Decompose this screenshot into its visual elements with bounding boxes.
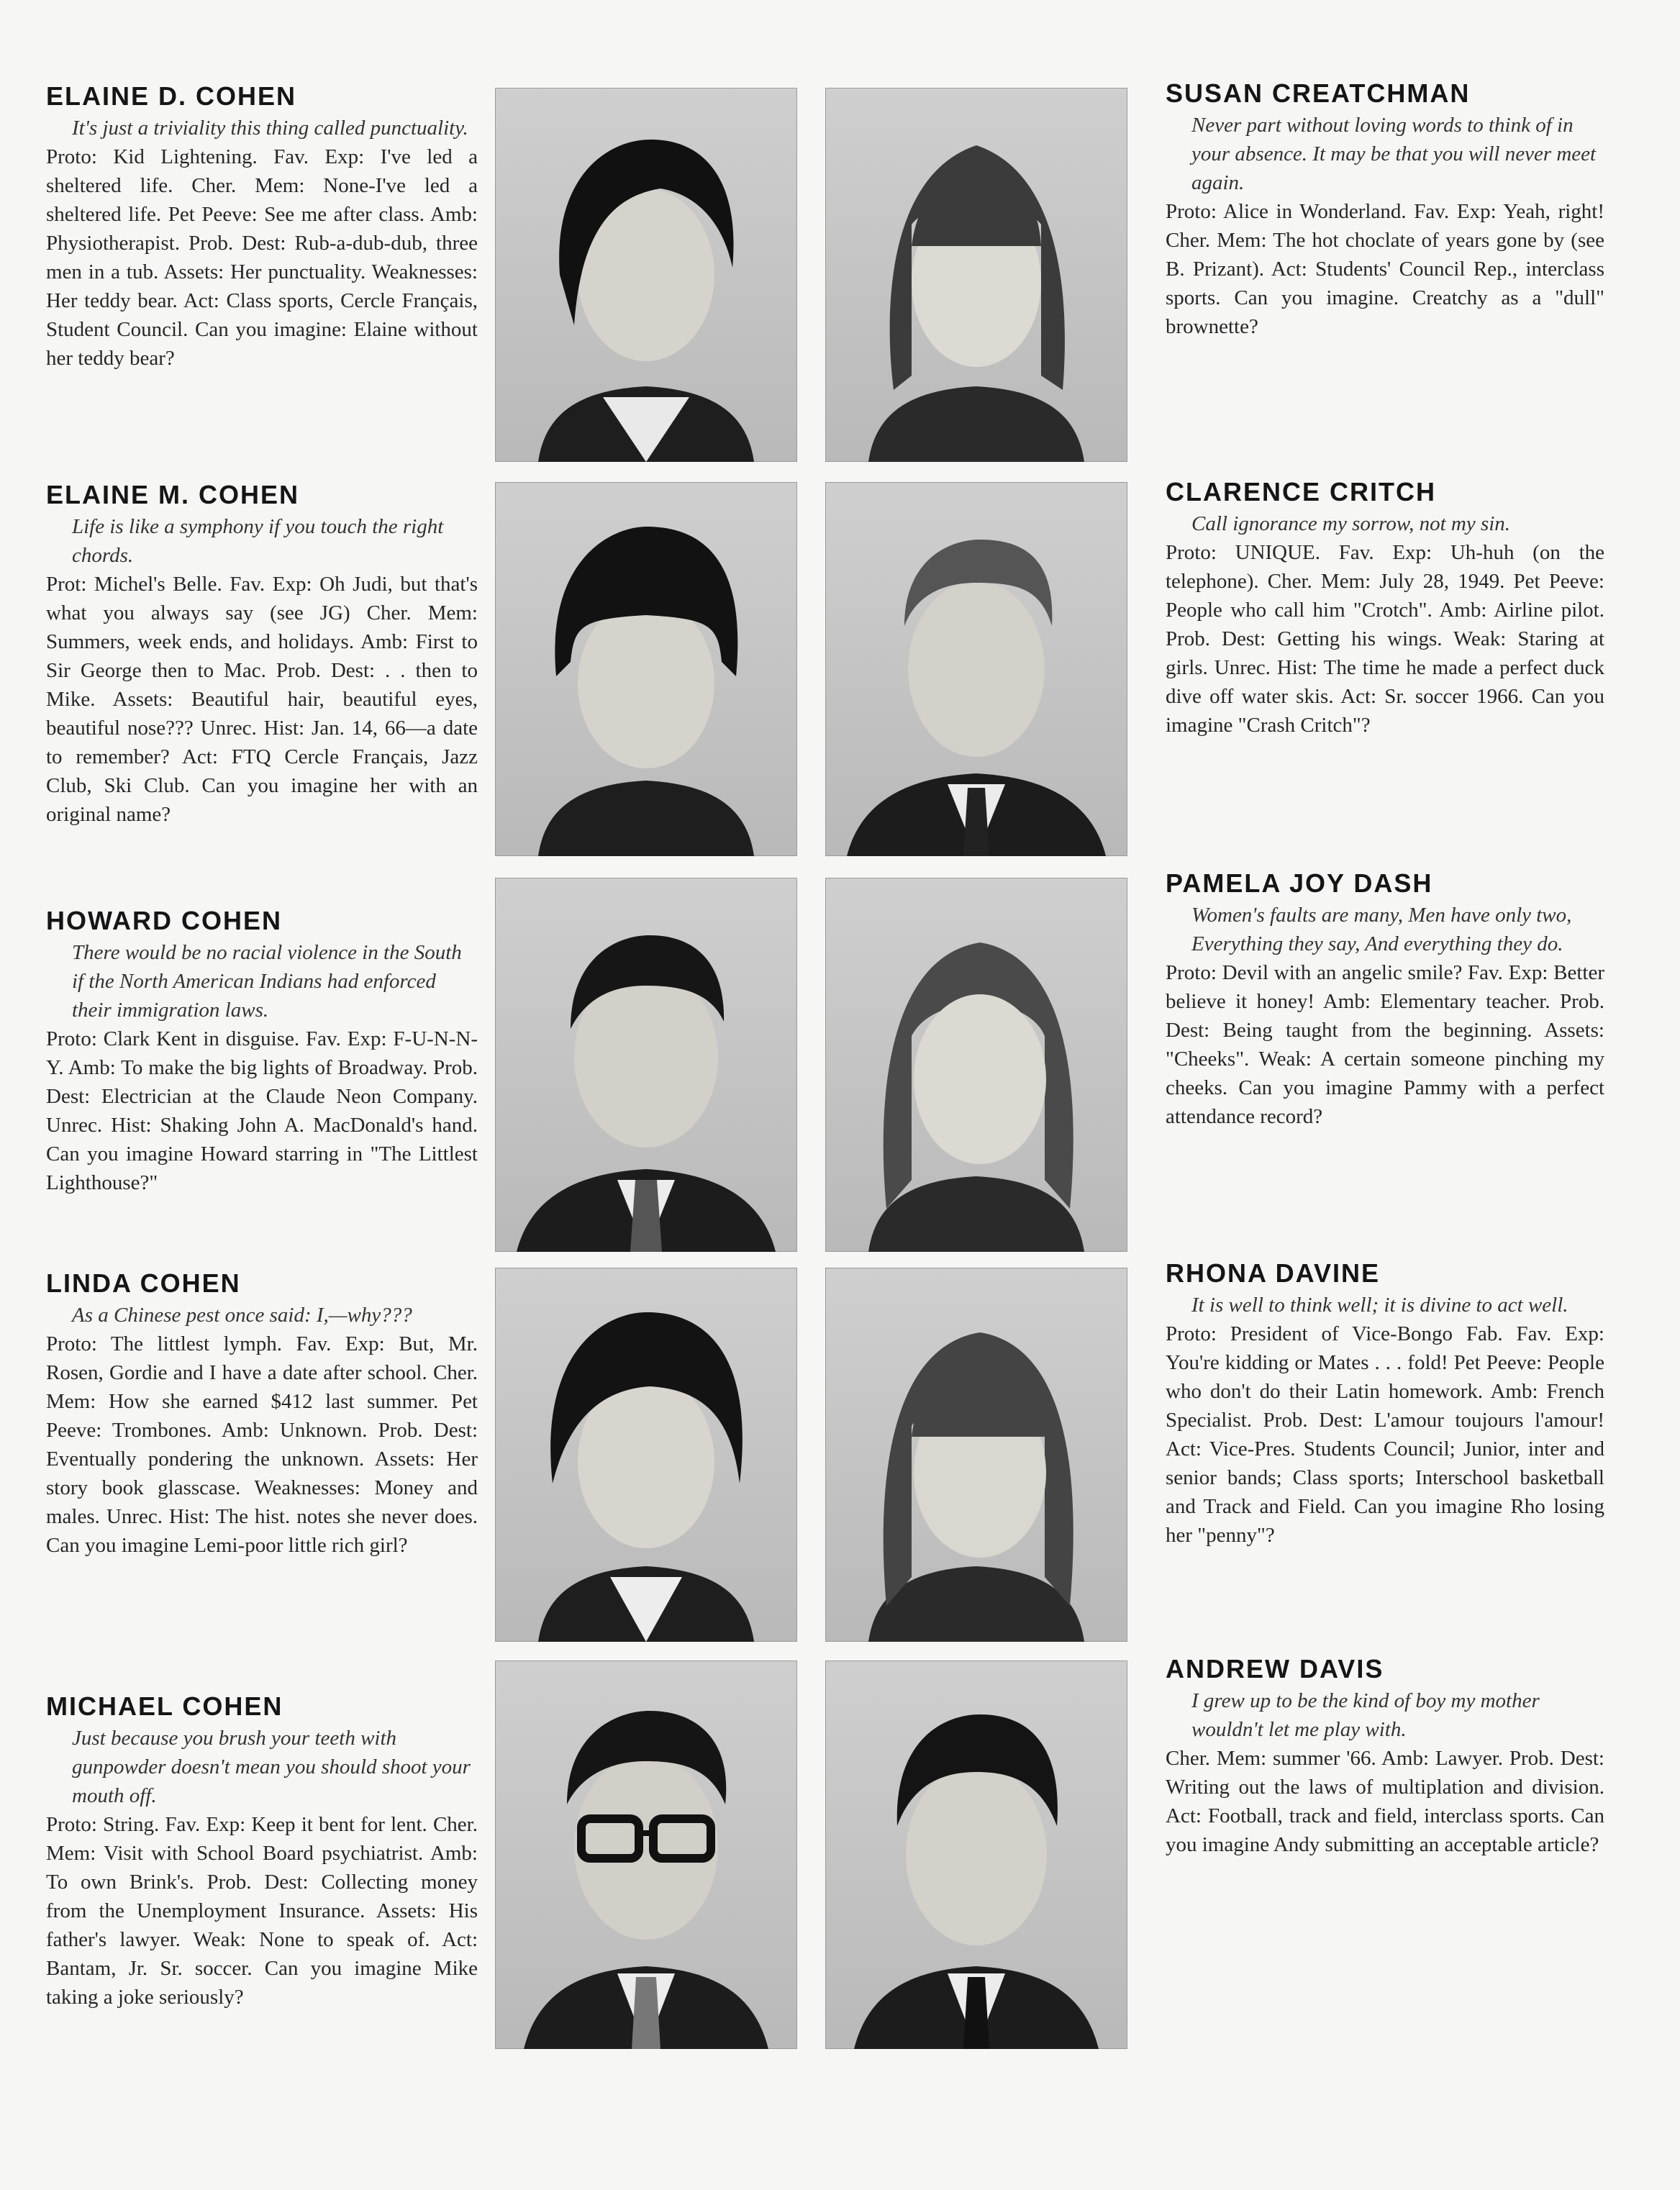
portrait-photo [495,878,797,1252]
student-quote: It is well to think well; it is divine to act well. [1191,1294,1568,1317]
student-quote: There would be no racial violence in the South if the North American Indians had enforced their immigration laws. [72,941,462,1022]
student-quote: I grew up to be the kind of boy my mother wouldn't let me play with. [1191,1689,1540,1741]
student-name: RHONA DAVINE [1166,1258,1381,1288]
student-name: CLARENCE CRITCH [1166,477,1436,506]
student-entry-linda-cohen [46,1268,478,1560]
portrait-photo [495,1268,797,1642]
portrait-photo [825,1660,1127,2049]
student-name: LINDA COHEN [46,1268,241,1298]
student-quote: Women's faults are many, Men have only two, Everything they say, And everything they do. [1191,904,1572,955]
student-bio: Proto: Alice in Wonderland. Fav. Exp: Yeah, right! Cher. Mem: The hot choclate of years gone by (see B. Prizant). Act: Students' Council Rep., interclass sports. Can you imagine. Creatchy as a "dull" brownette? [1166,200,1604,338]
student-entry-susan-creatchman [1166,78,1604,341]
portrait-photo [825,88,1127,462]
student-quote: It's just a triviality this thing called punctuality. [72,117,468,140]
portrait-photo [495,482,797,856]
student-bio: Prot: Michel's Belle. Fav. Exp: Oh Judi, but that's what you always say (see JG) Cher. Mem: Summers, week ends, and holidays. Amb: First to Sir George then to Mac. Prob. Dest: . . then to Mike. Assets: Beautiful hair, beautiful eyes, beautiful nose??? Unrec. Hist: Jan. 14, 66—a date to remember? Act: FTQ Cercle Français, Jazz Club, Ski Club. Can you imagine her with an original name? [46,573,478,826]
student-bio: Proto: Kid Lightening. Fav. Exp: I've led a sheltered life. Cher. Mem: None-I've led a sheltered life. Pet Peeve: See me after class. Amb: Physiotherapist. Prob. Dest: Rub-a-dub-dub, three men in a tub. Assets: Her punctuality. Weaknesses: Her teddy bear. Act: Class sports, Cercle Français, Student Council. Can you imagine: Elaine without her teddy bear? [46,145,478,370]
student-name: ELAINE D. COHEN [46,81,297,111]
student-name: HOWARD COHEN [46,906,282,935]
portrait-photo [495,1660,797,2049]
student-name: PAMELA JOY DASH [1166,868,1433,898]
student-bio: Proto: Clark Kent in disguise. Fav. Exp: F-U-N-N-Y. Amb: To make the big lights of Broadway. Prob. Dest: Electrician at the Claude Neon Company. Unrec. Hist: Shaking John A. MacDonald's hand. Can you imagine Howard starring in "The Littlest Lighthouse?" [46,1027,478,1194]
student-entry-elaine-m-cohen [46,479,478,829]
student-quote: As a Chinese pest once said: I,—why??? [72,1304,412,1327]
student-bio: Proto: UNIQUE. Fav. Exp: Uh-huh (on the telephone). Cher. Mem: July 28, 1949. Pet Peeve: People who call him "Crotch". Amb: Airline pilot. Prob. Dest: Getting his wings. Weak: Staring at girls. Unrec. Hist: The time he made a perfect duck dive off water skis. Act: Sr. soccer 1966. Can you imagine "Crash Critch"? [1166,541,1604,737]
student-entry-michael-cohen [46,1691,478,2012]
student-entry-clarence-critch [1166,476,1604,740]
student-bio: Proto: String. Fav. Exp: Keep it bent for lent. Cher. Mem: Visit with School Board psychiatrist. Amb: To own Brink's. Prob. Dest: Collecting money from the Unemployment Insurance. Assets: His father's lawyer. Weak: None to speak of. Act: Bantam, Jr. Sr. soccer. Can you imagine Mike taking a joke seriously? [46,1813,478,2009]
portrait-photo [825,1268,1127,1642]
student-entry-andrew-davis [1166,1653,1604,1859]
student-entry-elaine-d-cohen [46,81,478,373]
student-quote: Life is like a symphony if you touch the right chords. [72,515,444,567]
student-quote: Never part without loving words to think of in your absence. It may be that you will never meet again. [1191,114,1597,194]
student-entry-howard-cohen [46,905,478,1197]
student-bio: Cher. Mem: summer '66. Amb: Lawyer. Prob. Dest: Writing out the laws of multiplation and division. Act: Football, track and field, interclass sports. Can you imagine Andy submitting an acceptable article? [1166,1747,1604,1856]
student-quote: Just because you brush your teeth with gunpowder doesn't mean you should shoot your mouth off. [72,1727,471,1807]
student-entry-pamela-joy-dash [1166,868,1604,1131]
student-name: SUSAN CREATCHMAN [1166,78,1471,108]
student-name: ELAINE M. COHEN [46,480,300,509]
portrait-photo [495,88,797,462]
student-bio: Proto: Devil with an angelic smile? Fav. Exp: Better believe it honey! Amb: Elementary teacher. Prob. Dest: Being taught from the beginning. Assets: "Cheeks". Weak: A certain someone pinching my cheeks. Can you imagine Pammy with a perfect attendance record? [1166,961,1604,1128]
student-bio: Proto: The littlest lymph. Fav. Exp: But, Mr. Rosen, Gordie and I have a date after school. Cher. Mem: How she earned $412 last summer. Pet Peeve: Trombones. Amb: Unknown. Prob. Dest: Eventually pondering the unknown. Assets: Her story book glasscase. Weaknesses: Money and males. Unrec. Hist: The hist. notes she never does. Can you imagine Lemi-poor little rich girl? [46,1332,478,1557]
student-bio: Proto: President of Vice-Bongo Fab. Fav. Exp: You're kidding or Mates . . . fold! Pet Peeve: People who don't do their Latin homework. Amb: French Specialist. Prob. Dest: L'amour toujours l'amour! Act: Vice-Pres. Students Council; Junior, inter and senior bands; Class sports; Interschool basketball and Track and Field. Can you imagine Rho losing her "penny"? [1166,1322,1604,1547]
portrait-photo [825,878,1127,1252]
portrait-photo [825,482,1127,856]
student-name: MICHAEL COHEN [46,1691,283,1721]
student-name: ANDREW DAVIS [1166,1654,1384,1684]
student-quote: Call ignorance my sorrow, not my sin. [1191,512,1511,535]
student-entry-rhona-davine [1166,1258,1604,1550]
